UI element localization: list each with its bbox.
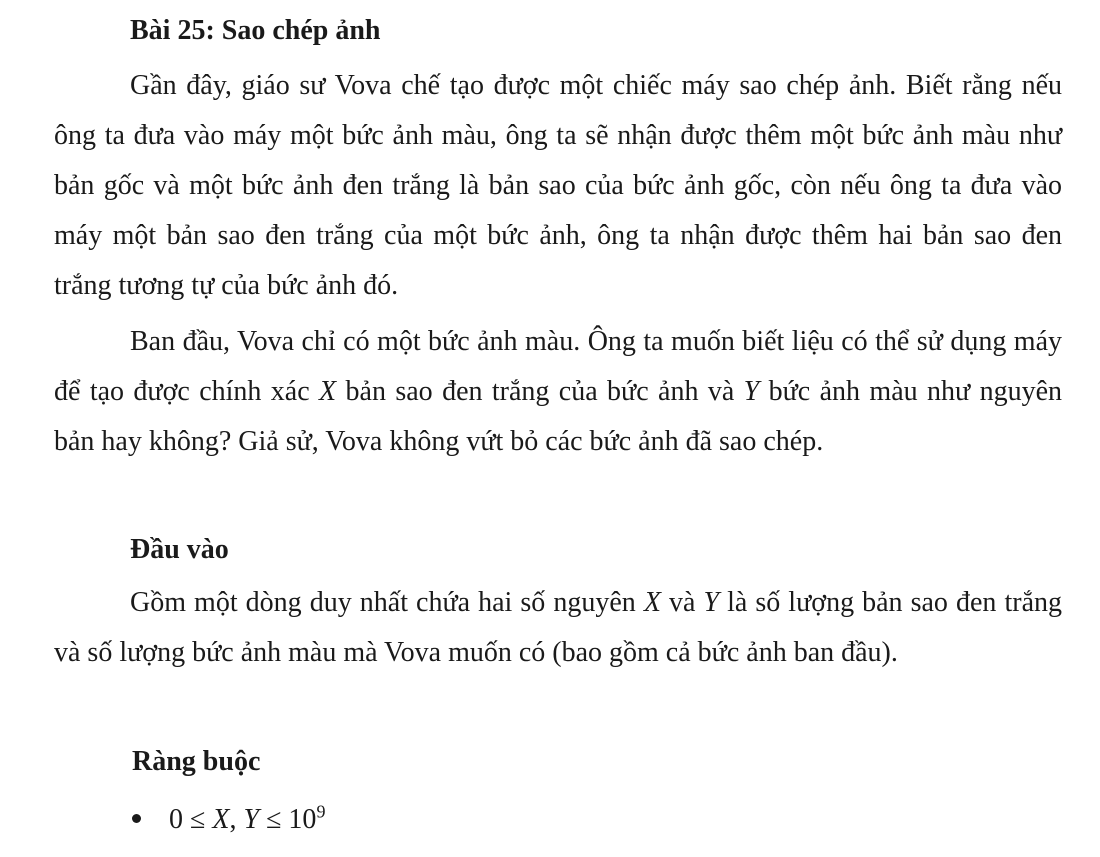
- paragraph-question: [54, 317, 1062, 467]
- question-text-c: bức ảnh màu như nguyên bản hay không? Giả sử, Vova không vứt bỏ các bức ảnh đã sao chép.: [54, 376, 1063, 457]
- constraint-variable-x: X: [212, 804, 230, 835]
- problem-title: Bài 25: Sao chép ảnh: [130, 15, 381, 46]
- question-text-b: bản sao đen trắng của bức ảnh và: [336, 376, 744, 407]
- variable-x: X: [319, 376, 337, 407]
- question-text-a: Ban đầu, Vova chỉ có một bức ảnh màu. Ông ta muốn biết liệu có thể sử dụng máy để tạo được chính xác: [54, 326, 1062, 407]
- input-text-b: và: [660, 587, 704, 618]
- input-text-a: Gồm một dòng duy nhất chứa hai số nguyên: [130, 587, 644, 618]
- input-heading: Đầu vào: [130, 534, 229, 565]
- constraints-heading: Ràng buộc: [132, 746, 261, 777]
- paragraph-description: [54, 61, 1062, 311]
- variable-y: Y: [743, 376, 760, 407]
- paragraph-description-text: Gần đây, giáo sư Vova chế tạo được một chiếc máy sao chép ảnh. Biết rằng nếu ông ta đưa vào máy một bức ảnh màu, ông ta sẽ nhận được thêm một bức ảnh màu như bản gốc và một bức ảnh đen trắng là bản sao của bức ảnh gốc, còn nếu ông ta đưa vào máy một bản sao đen trắng của một bức ảnh, ông ta nhận được thêm hai bản sao đen trắng tương tự của bức ảnh đó.: [54, 70, 1062, 301]
- input-variable-y: Y: [703, 587, 720, 618]
- constraint-bullet-item: [132, 800, 325, 840]
- constraint-prefix: 0 ≤: [169, 804, 213, 835]
- bullet-dot-icon: [132, 814, 141, 823]
- constraint-relation: ≤ 10: [259, 804, 317, 835]
- constraint-separator: ,: [229, 804, 244, 835]
- input-variable-x: X: [643, 587, 661, 618]
- constraint-exponent: 9: [316, 801, 326, 822]
- input-text-c: là số lượng bản sao đen trắng và số lượng bức ảnh màu mà Vova muốn có (bao gồm cả bức ảnh ban đầu).: [54, 587, 1062, 668]
- paragraph-input: [54, 578, 1062, 678]
- constraint-variable-y: Y: [243, 804, 260, 835]
